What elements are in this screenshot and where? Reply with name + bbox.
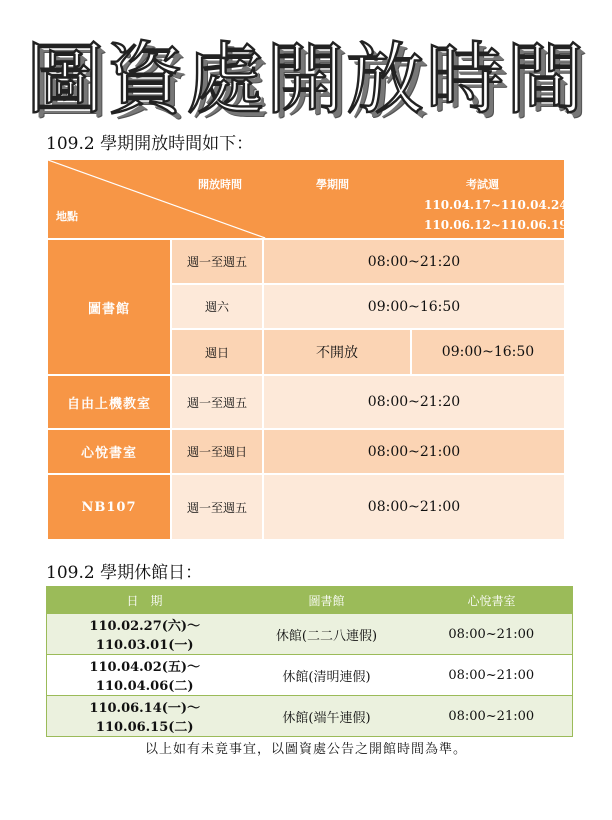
location-computer-lab: 自由上機教室 (47, 375, 171, 429)
closure-library: 休館(端午連假) (243, 696, 411, 737)
day-cell: 週日 (171, 329, 263, 375)
closure-row (47, 614, 573, 655)
header-location: 地點 (56, 210, 78, 223)
hours-header-box (48, 160, 568, 238)
closure-date: 110.06.14(一)～110.06.15(二) (47, 696, 243, 737)
header-semester: 學期間 (316, 178, 349, 191)
open-hours-table (46, 158, 566, 541)
closure-reading-room: 08:00~21:00 (411, 655, 573, 696)
closure-header-row (47, 587, 573, 614)
hours-row (47, 429, 565, 474)
header-exam-range-1: 110.04.17~110.04.24 (424, 198, 568, 212)
exam-time-cell: 09:00~16:50 (411, 329, 565, 375)
location-library: 圖書館 (47, 239, 171, 375)
time-cell: 08:00~21:00 (263, 474, 565, 540)
day-cell: 週一至週五 (171, 375, 263, 429)
hours-header-cell (47, 159, 568, 239)
closure-library: 休館(清明連假) (243, 655, 411, 696)
closure-date: 110.02.27(六)～110.03.01(一) (47, 614, 243, 655)
page-title: 圖資處開放時間 (25, 35, 586, 125)
day-cell: 週一至週日 (171, 429, 263, 474)
closure-reading-room: 08:00~21:00 (411, 614, 573, 655)
time-cell: 08:00~21:20 (263, 239, 565, 284)
header-exam-range-2: 110.06.12~110.06.19 (424, 218, 568, 232)
hours-row (47, 474, 565, 540)
time-cell: 08:00~21:20 (263, 375, 565, 429)
closure-header-date: 日 期 (47, 587, 243, 614)
closure-table (46, 586, 573, 737)
semester-time-cell: 不開放 (263, 329, 411, 375)
closure-row (47, 655, 573, 696)
footer-note: 以上如有未竟事宜，以圖資處公告之開館時間為準。 (144, 742, 467, 757)
open-hours-label: 109.2 學期開放時間如下： (46, 134, 254, 154)
closure-reading-room: 08:00~21:00 (411, 696, 573, 737)
day-cell: 週一至週五 (171, 239, 263, 284)
closure-header-library: 圖書館 (243, 587, 411, 614)
closure-label: 109.2 學期休館日： (46, 563, 203, 583)
time-cell: 09:00~16:50 (263, 284, 565, 329)
closure-library: 休館(二二八連假) (243, 614, 411, 655)
day-cell: 週六 (171, 284, 263, 329)
header-exam-week: 考試週 (466, 178, 499, 191)
location-nb107: NB107 (47, 474, 171, 540)
closure-row (47, 696, 573, 737)
hours-row (47, 375, 565, 429)
closure-header-reading-room: 心悅書室 (411, 587, 573, 614)
time-cell: 08:00~21:00 (263, 429, 565, 474)
hours-header-row (47, 159, 565, 239)
closure-date: 110.04.02(五)～110.04.06(二) (47, 655, 243, 696)
location-reading-room: 心悅書室 (47, 429, 171, 474)
hours-row (47, 239, 565, 284)
day-cell: 週一至週五 (171, 474, 263, 540)
header-open-time: 開放時間 (198, 178, 242, 191)
